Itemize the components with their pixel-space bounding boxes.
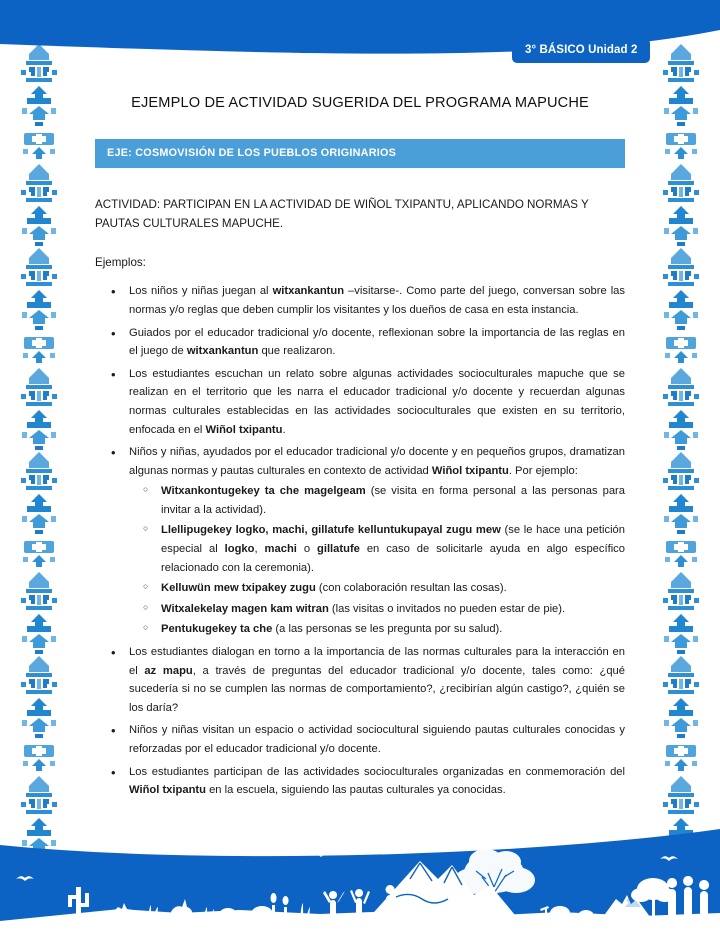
list-item [95,443,625,639]
body-text: (con colaboración resultan las cosas). [315,582,507,595]
list-item [95,643,625,717]
unit-badge: 3° BÁSICO Unidad 2 [512,38,650,63]
body-text: Los estudiantes dialogan en torno a la importancia de las normas culturales para la interacción en el [129,646,625,677]
footer-landscape [0,817,720,932]
list-item [95,365,625,439]
body-text: (a las personas se les pregunta por su salud). [272,623,503,636]
examples-label: Ejemplos: [95,255,146,269]
emphasis-term: gillatufe [317,543,360,556]
body-text: , a través de preguntas del educador tradicional y/o docente, tales como: ¿qué sucedería si no se cumplen las normas de comportamiento?, ¿recibirían algún castigo?, ¿quién se los daría? [129,664,625,714]
emphasis-term: Witxalekelay magen kam witran [161,602,329,615]
body-text: en la escuela, siguiendo las pautas culturales ya conocidas. [205,784,506,797]
emphasis-term: Pentukugekey ta che [161,623,273,636]
body-text: Los estudiantes participan de las actividades socioculturales organizadas en conmemoración del [129,765,625,778]
body-text: Los niños y niñas juegan al [129,285,273,298]
body-text: . Por ejemplo: [508,464,578,477]
sub-list-item [129,579,625,598]
body-text: Niños y niñas, ayudados por el educador tradicional y/o docente y en pequeños grupos, dramatizan algunas normas y pautas culturales en contexto de actividad [129,446,625,477]
body-text: , [254,543,265,556]
body-text: (se visita en forma personal a las personas para invitar a la actividad). [161,485,625,516]
list-item [95,721,625,758]
body-text: que realizaron. [258,345,336,358]
emphasis-term: Wiñol txipantu [129,784,206,797]
eje-bar: EJE: COSMOVISIÓN DE LOS PUEBLOS ORIGINARIOS [95,139,625,168]
body-text: Los estudiantes escuchan un relato sobre algunas actividades socioculturales mapuche que se realizan en el territorio que les narra el educador tradicional y/o docente y recuerdan algunas normas culturales establecidas en las actividades socioculturales que existen en su territorio, enfocada en el [129,367,625,436]
left-border-pattern [16,42,62,858]
sub-list-item [129,600,625,619]
bullet-list [95,282,625,799]
emphasis-term: az mapu [144,664,193,677]
emphasis-term: machi [264,543,297,556]
body-text: . [282,423,286,436]
body-text: (se le hace una petición especial al [161,524,625,556]
sub-list-item [129,482,625,519]
body-text: en caso de solicitarle ayuda en algo específico relacionado con la ceremonia). [161,543,625,574]
document-content [95,95,625,804]
body-text: (las visitas o invitados no pueden estar de pie). [328,602,566,615]
emphasis-term: witxankantun [272,285,345,298]
emphasis-term: Kelluwün mew txipakey zugu [161,582,316,595]
activity-statement: ACTIVIDAD: PARTICIPAN EN LA ACTIVIDAD DE WIÑOL TXIPANTU, APLICANDO NORMAS Y PAUTAS CULTURALES MAPUCHE. [95,198,589,230]
emphasis-term: Wiñol txipantu [431,464,509,477]
emphasis-term: Llellipugekey logko, machi, gillatufe kelluntukupayal zugu mew [161,524,501,537]
list-item [95,763,625,800]
emphasis-term: logko [224,543,255,556]
list-item [95,324,625,361]
right-border-pattern [658,42,704,858]
body-text: –visitarse-. Como parte del juego, conversan sobre las normas y/o reglas que deben cumplir los visitantes y los dueños de casa en esta instancia. [129,285,626,316]
body-text: o [296,543,317,556]
sub-list-item [129,620,625,639]
emphasis-term: witxankantun [186,345,259,358]
emphasis-term: Wiñol txipantu [205,423,283,436]
sub-list-item [129,521,625,577]
list-item [95,282,625,319]
emphasis-term: Witxankontugekey ta che magelgeam [161,485,366,498]
body-text: Niños y niñas visitan un espacio o actividad sociocultural siguiendo pautas culturales conocidas y reforzadas por el educador tradicional y/o docente. [129,724,625,755]
page-title: EJEMPLO DE ACTIVIDAD SUGERIDA DEL PROGRAMA MAPUCHE [131,95,589,111]
body-text: Guiados por el educador tradicional y/o docente, reflexionan sobre la importancia de las reglas en el juego de [129,326,625,358]
sub-bullet-list [129,482,625,639]
